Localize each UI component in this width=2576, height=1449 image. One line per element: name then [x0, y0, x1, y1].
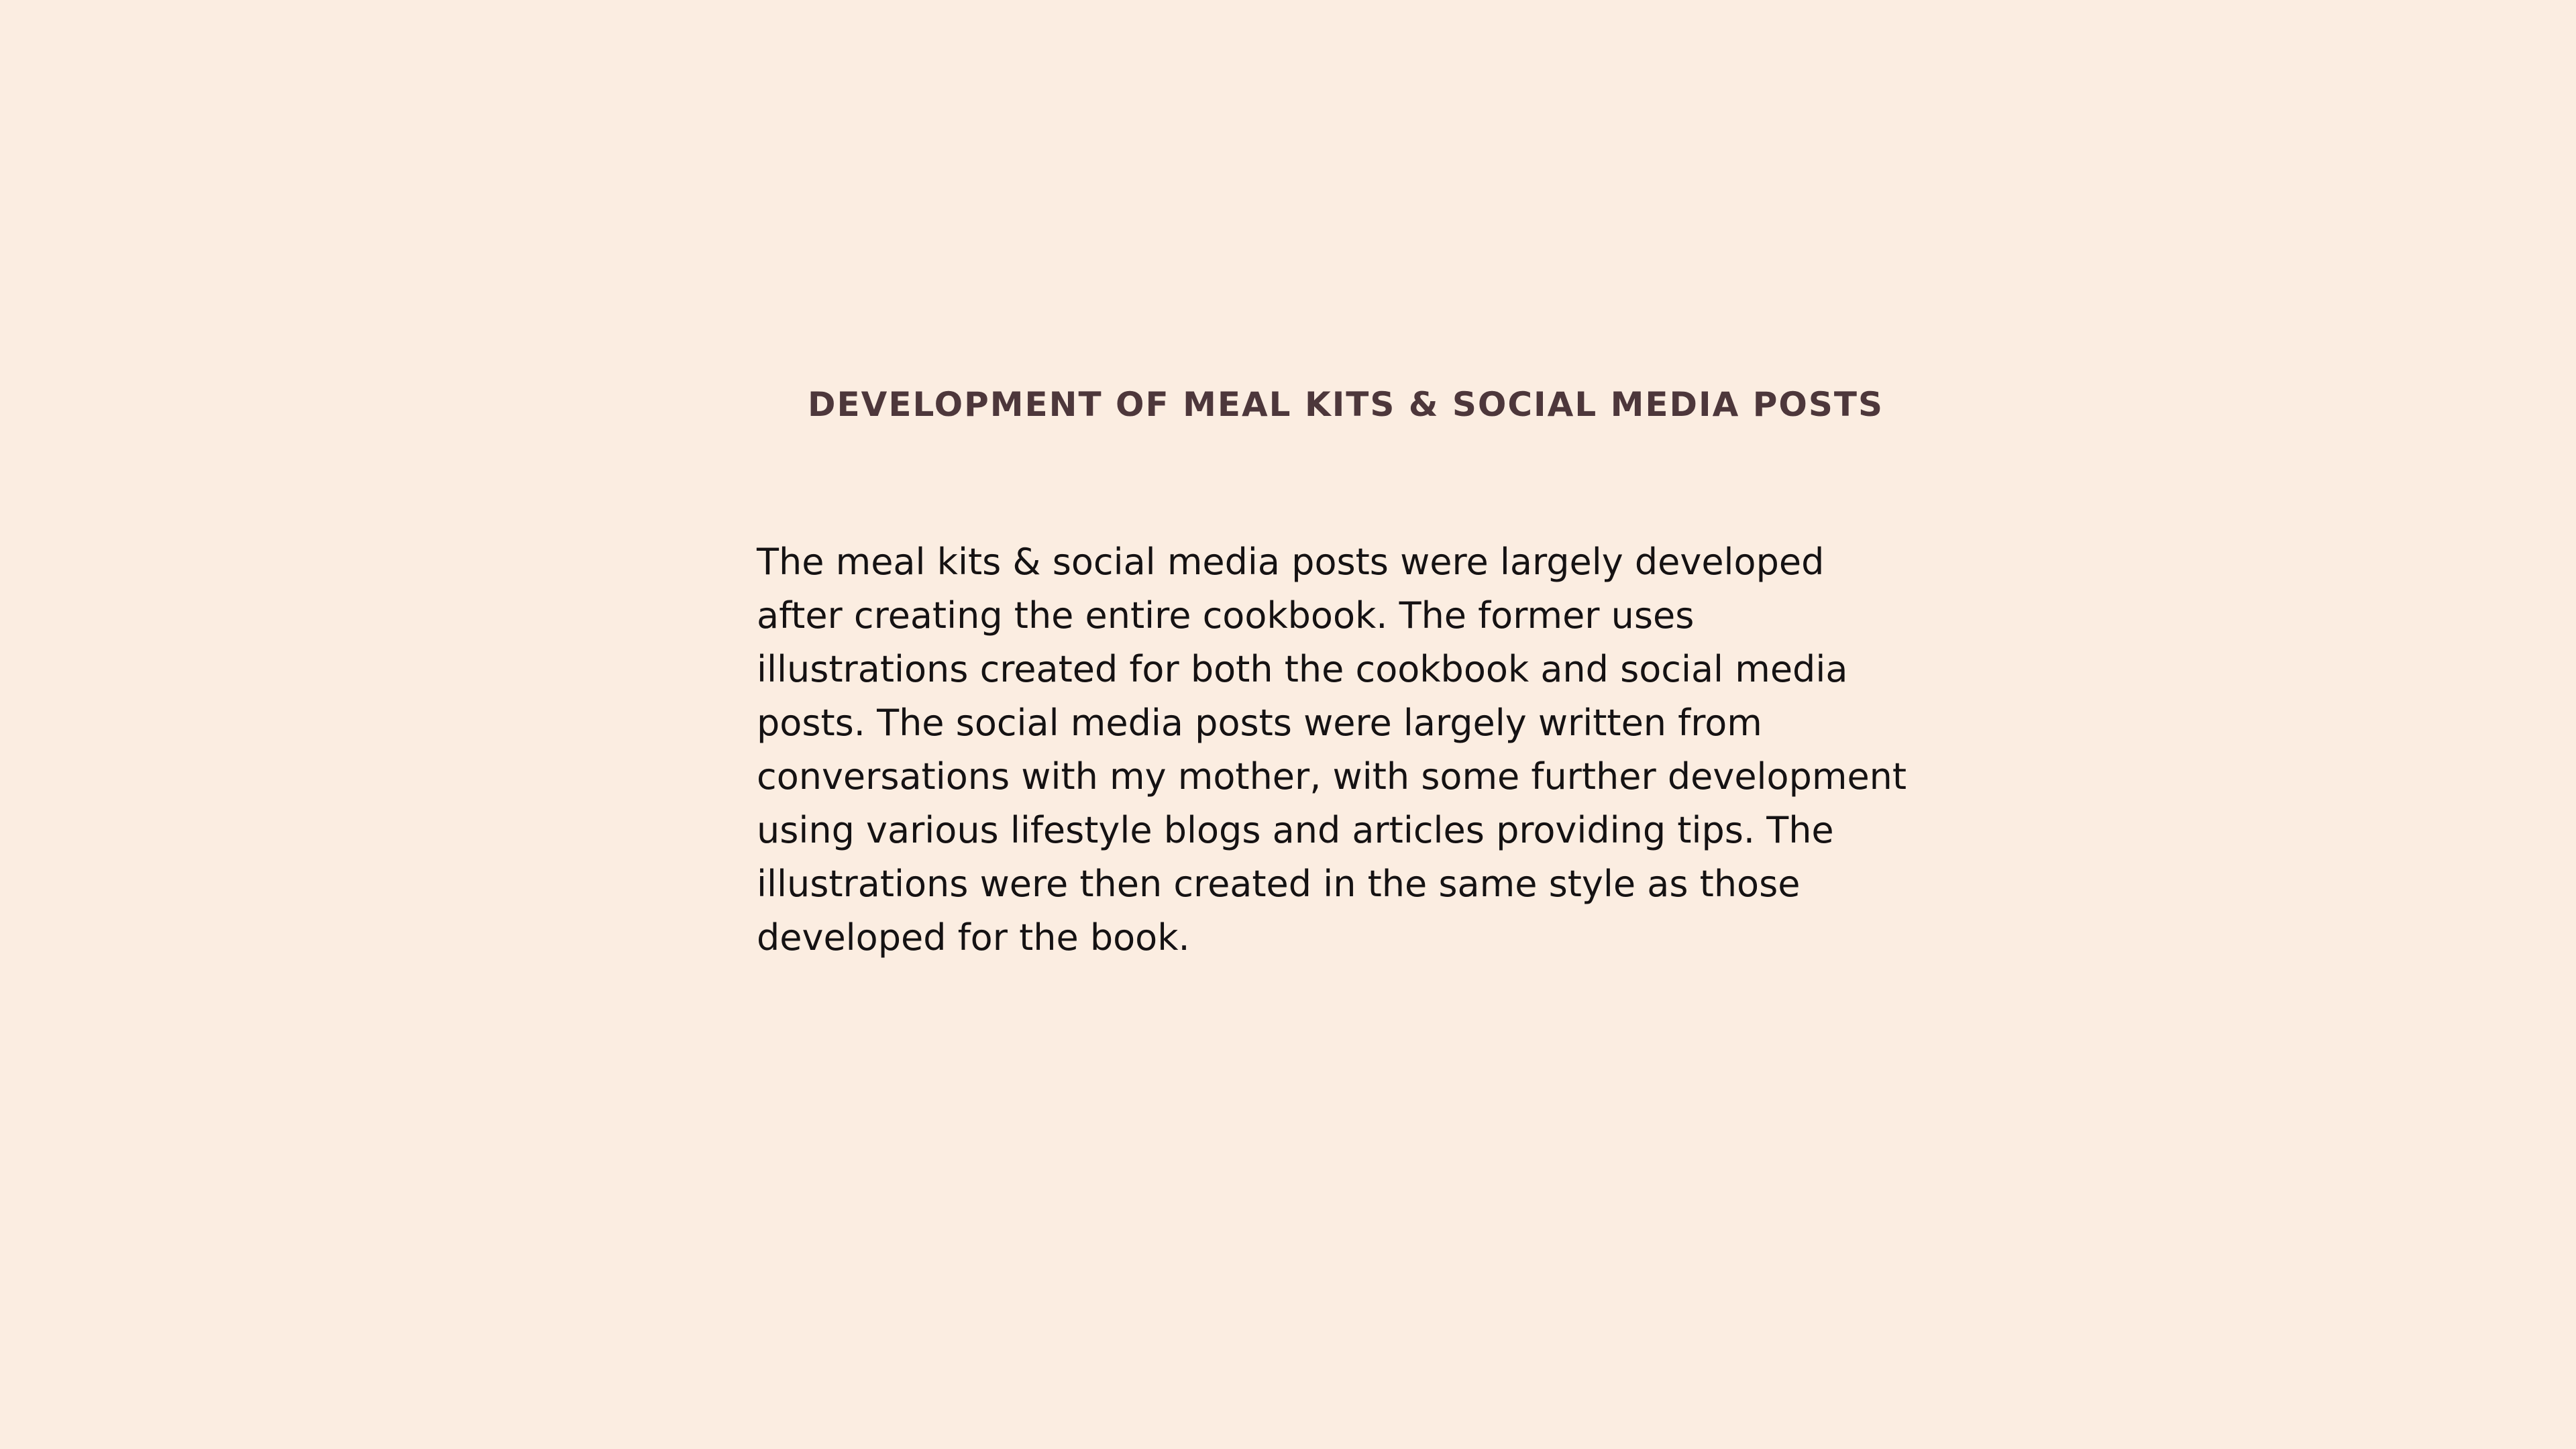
section-title: DEVELOPMENT OF MEAL KITS & SOCIAL MEDIA POSTS — [808, 385, 1884, 424]
section-body-paragraph: The meal kits & social media posts were largely developed after creating the entire cookbook. The former uses illustrations created for both the cookbook and social media posts. The social media posts were largely written from conversations with my mother, with some further development using various lifestyle blogs and articles providing tips. The illustrations were then created in the same style as those developed for the book. — [757, 541, 1907, 959]
